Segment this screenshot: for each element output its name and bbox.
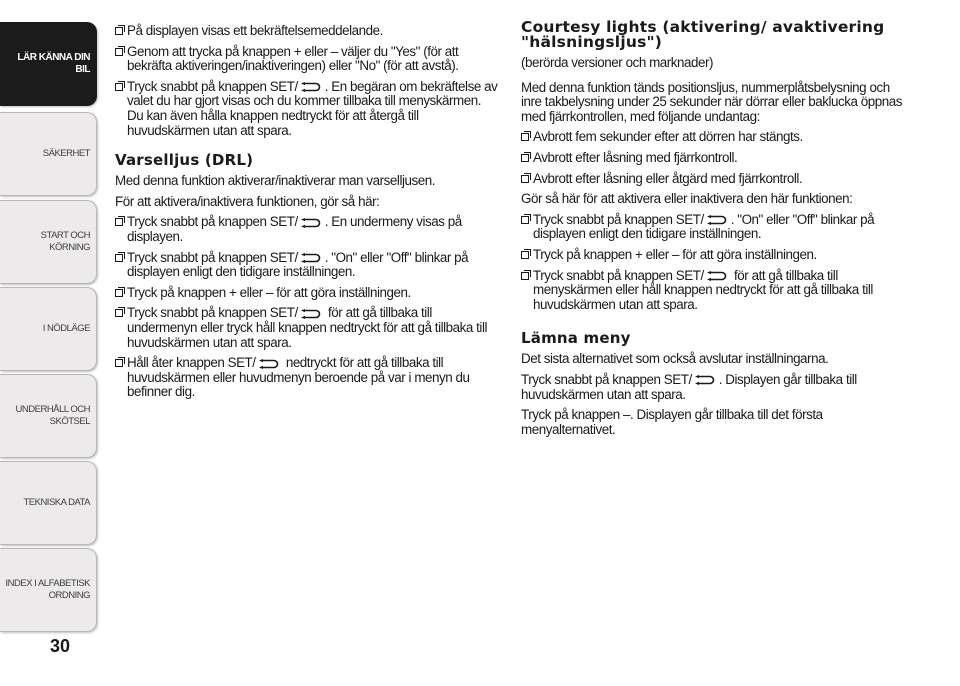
- courtesy-how: Gör så här för att aktivera eller inaktivera den här funktionen:: [521, 191, 853, 207]
- list-item: [521, 248, 906, 263]
- exit-paragraph-2: [521, 373, 906, 402]
- left-column: [115, 24, 500, 406]
- drl-steps-list: [115, 215, 500, 400]
- tab-index[interactable]: [0, 548, 97, 632]
- tab-lar-kanna-din-bil[interactable]: [0, 22, 97, 106]
- tab-underhall-och-skotsel[interactable]: [0, 374, 97, 458]
- return-arrow-icon: [257, 359, 279, 369]
- tab-start-och-korning[interactable]: [0, 200, 97, 284]
- checkbox-bullet-icon: [521, 133, 529, 141]
- exit-paragraph-3: Tryck på knappen –. Displayen går tillbaka till det första menyalternativet.: [521, 407, 823, 437]
- checkbox-bullet-icon: [115, 27, 123, 35]
- item-text: Tryck snabbt på knappen SET/: [127, 305, 298, 321]
- list-item: [115, 24, 500, 39]
- item-text: Tryck snabbt på knappen SET/: [127, 214, 298, 230]
- return-arrow-icon: [299, 253, 321, 263]
- courtesy-subtitle: (berörda versioner och marknader): [521, 55, 714, 70]
- return-arrow-icon: [299, 309, 321, 319]
- tab-label: LÄR KÄNNA DIN BIL: [17, 52, 90, 75]
- section-title-drl: Varselljus (DRL): [115, 151, 254, 170]
- list-item: [521, 172, 906, 187]
- tab-label: UNDERHÅLL OCH SKÖTSEL: [15, 404, 90, 427]
- checkbox-bullet-icon: [521, 272, 529, 280]
- list-item: [115, 215, 500, 244]
- courtesy-steps-list: [521, 213, 906, 313]
- tab-sakerhet[interactable]: [0, 112, 97, 196]
- item-text-cont: för att gå tillbaka till menyskärmen eller håll knappen nedtryckt för att gå tillbaka till huvudskärmen utan att spara.: [533, 267, 873, 312]
- tab-tekniska-data[interactable]: [0, 461, 97, 545]
- item-text-cont: . "On" eller "Off" blinkar på displayen enligt den tidigare inställningen.: [533, 211, 875, 242]
- checkbox-bullet-icon: [115, 48, 123, 56]
- checkbox-bullet-icon: [521, 154, 529, 162]
- item-text: På displayen visas ett bekräftelsemeddelande.: [127, 23, 383, 38]
- checkbox-bullet-icon: [115, 83, 123, 91]
- list-item: [115, 45, 500, 74]
- checkbox-bullet-icon: [115, 254, 123, 262]
- exit-p2-post: . Displayen går tillbaka till huvudskärmen utan att spara.: [521, 371, 857, 402]
- checkbox-bullet-icon: [521, 251, 529, 259]
- return-arrow-icon: [705, 215, 727, 225]
- checkbox-bullet-icon: [521, 175, 529, 183]
- confirm-steps-list: [115, 24, 500, 138]
- courtesy-exceptions-list: [521, 130, 906, 186]
- item-text: Tryck på knappen + eller – för att göra inställningen.: [533, 246, 817, 262]
- right-column: [521, 20, 906, 443]
- exit-p2-pre: Tryck snabbt på knappen SET/: [521, 371, 692, 387]
- tab-label: TEKNISKA DATA: [23, 497, 90, 508]
- item-text: Håll åter knappen SET/: [127, 355, 256, 371]
- chapter-sidebar: [0, 0, 100, 686]
- item-text: Tryck snabbt på knappen SET/: [127, 249, 298, 265]
- item-text-cont: . En begäran om bekräftelse av valet du har gjort visas och du kommer tillbaka till menyskärmen. Du kan även hålla knappen nedtryckt för att återgå till huvudskärmen utan att spara.: [127, 78, 498, 138]
- tab-label: I NÖDLÄGE: [42, 323, 90, 334]
- item-text: Tryck snabbt på knappen SET/: [533, 211, 704, 227]
- list-item: [521, 130, 906, 145]
- drl-intro: Med denna funktion aktiverar/inaktiverar man varselljusen.: [115, 173, 435, 189]
- return-arrow-icon: [693, 375, 715, 385]
- return-arrow-icon: [705, 271, 727, 281]
- return-arrow-icon: [299, 218, 321, 228]
- courtesy-intro: Med denna funktion tänds positionsljus, nummerplåtsbelysning och inre takbelysning under 25 sekunder när dörrar eller baklucka öppnas med fjärrkontrollen, med följande undantag:: [521, 79, 903, 124]
- item-text: Tryck snabbt på knappen SET/: [533, 267, 704, 283]
- item-text: Avbrott efter låsning med fjärrkontroll.: [533, 149, 738, 165]
- list-item: [115, 356, 500, 400]
- item-text: Tryck på knappen + eller – för att göra inställningen.: [127, 284, 411, 300]
- return-arrow-icon: [299, 82, 321, 92]
- list-item: [115, 306, 500, 350]
- tab-label: INDEX I ALFABETISK ORDNING: [5, 578, 90, 601]
- item-text: Avbrott fem sekunder efter att dörren har stängts.: [533, 129, 803, 145]
- item-text: Avbrott efter låsning eller åtgärd med fjärrkontroll.: [533, 170, 803, 186]
- tab-i-nodlage[interactable]: [0, 287, 97, 371]
- item-text-cont: nedtryckt för att gå tillbaka till huvudskärmen eller huvudmenyn beroende på var i menyn du befinner dig.: [127, 355, 470, 400]
- checkbox-bullet-icon: [115, 359, 123, 367]
- tab-label: START OCH KÖRNING: [40, 230, 90, 253]
- list-item: [521, 151, 906, 166]
- item-text: Tryck snabbt på knappen SET/: [127, 78, 298, 94]
- list-item: [115, 80, 500, 138]
- drl-how: För att aktivera/inaktivera funktionen, gör så här:: [115, 193, 380, 209]
- item-text-cont: . En undermeny visas på displayen.: [127, 214, 462, 244]
- list-item: [521, 213, 906, 242]
- list-item: [115, 251, 500, 280]
- checkbox-bullet-icon: [521, 216, 529, 224]
- item-text-cont: . "On" eller "Off" blinkar på displayen enligt den tidigare inställningen.: [127, 249, 469, 280]
- section-title-exit: Lämna meny: [521, 329, 631, 348]
- page-number: 30: [50, 636, 71, 656]
- checkbox-bullet-icon: [115, 309, 123, 317]
- list-item: [115, 286, 500, 301]
- exit-paragraph-1: Det sista alternativet som också avslutar inställningarna.: [521, 351, 829, 367]
- checkbox-bullet-icon: [115, 289, 123, 297]
- list-item: [521, 269, 906, 313]
- item-text-cont: för att gå tillbaka till undermenyn eller tryck håll knappen nedtryckt för att gå tillbaka till huvudskärmen utan att spara.: [127, 305, 487, 350]
- section-title-courtesy: Courtesy lights (aktivering/ avaktivering "hälsningsljus"): [521, 18, 885, 51]
- tab-label: SÄKERHET: [42, 148, 90, 159]
- checkbox-bullet-icon: [115, 218, 123, 226]
- item-text: Genom att trycka på knappen + eller – väljer du "Yes" (för att bekräfta aktiveringen/inaktiveringen) eller "No" (för att avstå).: [127, 43, 459, 74]
